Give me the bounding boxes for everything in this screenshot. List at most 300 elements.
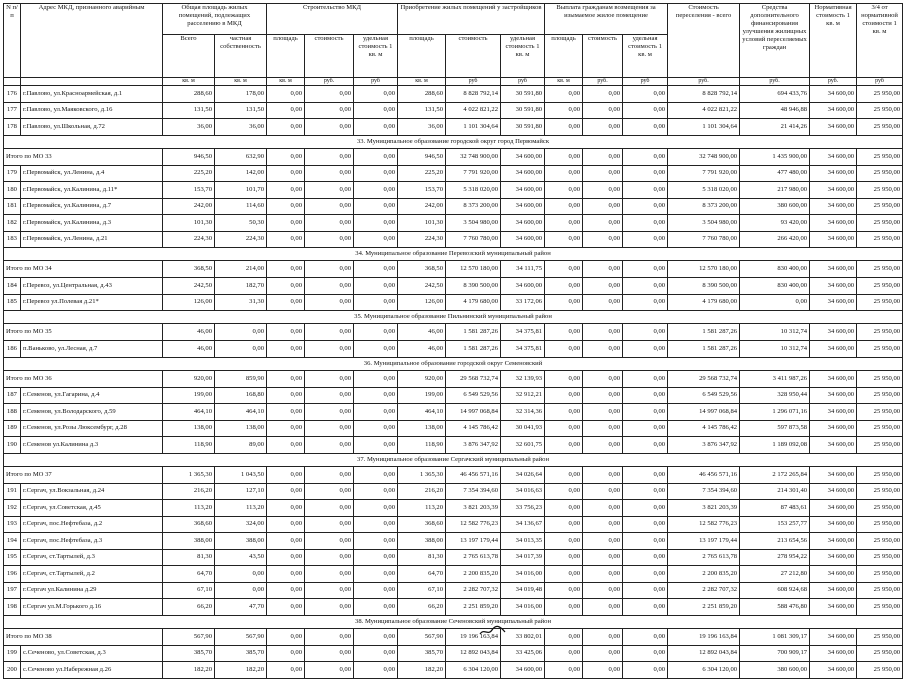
cell-value: 0,00 <box>583 86 623 103</box>
cell-value: 1 296 071,16 <box>740 404 810 421</box>
row-address: г.Сергач, ул.Вокзальная, д.24 <box>21 483 163 500</box>
cell-value: 567,90 <box>163 628 215 645</box>
cell-value: 0,00 <box>623 466 668 483</box>
cell-value: 0,00 <box>354 86 398 103</box>
cell-value: 25 950,00 <box>857 662 903 679</box>
col-construction: Строительство МКД <box>267 4 398 35</box>
cell-value: 34 600,00 <box>501 662 545 679</box>
section-row <box>4 135 903 148</box>
cell-value: 25 950,00 <box>857 341 903 358</box>
cell-value: 324,00 <box>215 516 267 533</box>
cell-value: 34 600,00 <box>810 324 857 341</box>
cell-value: 0,00 <box>305 582 354 599</box>
cell-value: 0,00 <box>583 628 623 645</box>
cell-value: 2 251 859,20 <box>446 599 501 616</box>
cell-value: 7 791 920,00 <box>446 165 501 182</box>
cell-value: 266 420,00 <box>740 231 810 248</box>
cell-value: 0,00 <box>545 86 583 103</box>
total-row <box>4 370 903 387</box>
cell-value: 0,00 <box>623 599 668 616</box>
cell-value: 6 549 529,56 <box>446 387 501 404</box>
cell-value: 0,00 <box>623 483 668 500</box>
cell-value: 34 600,00 <box>810 102 857 119</box>
total-row <box>4 261 903 278</box>
cell-value: 0,00 <box>623 215 668 232</box>
cell-value: 0,00 <box>267 86 305 103</box>
table-row <box>4 420 903 437</box>
cell-value: 385,70 <box>215 645 267 662</box>
cell-value: 0,00 <box>267 549 305 566</box>
col-payment: Выплата гражданам возмещения за изымаемое жилое помещение <box>545 4 668 35</box>
document-page <box>3 3 902 679</box>
cell-value: 0,00 <box>354 341 398 358</box>
cell-value: 225,20 <box>163 165 215 182</box>
row-number: 193 <box>4 516 21 533</box>
cell-value: 127,10 <box>215 483 267 500</box>
cell-value: 0,00 <box>354 483 398 500</box>
cell-value: 588 476,80 <box>740 599 810 616</box>
cell-value: 0,00 <box>583 294 623 311</box>
cell-value: 0,00 <box>305 324 354 341</box>
cell-value: 0,00 <box>267 500 305 517</box>
cell-value: 34 017,39 <box>501 549 545 566</box>
cell-value: 67,10 <box>398 582 446 599</box>
cell-value: 388,00 <box>215 533 267 550</box>
cell-value: 0,00 <box>583 370 623 387</box>
cell-value: 34 600,00 <box>810 182 857 199</box>
cell-value: 567,90 <box>215 628 267 645</box>
cell-value: 0,00 <box>305 549 354 566</box>
table-row <box>4 566 903 583</box>
table-row <box>4 549 903 566</box>
cell-value: 4 145 786,42 <box>446 420 501 437</box>
cell-value: 0,00 <box>267 231 305 248</box>
cell-value: 29 568 732,74 <box>446 370 501 387</box>
unit-label: кв. м <box>545 78 583 86</box>
cell-value: 34 600,00 <box>810 420 857 437</box>
row-address: г.Сергач ул.М.Горького д.16 <box>21 599 163 616</box>
cell-value: 32 601,75 <box>501 437 545 454</box>
cell-value: 34 600,00 <box>810 599 857 616</box>
cell-value: 25 950,00 <box>857 599 903 616</box>
unit-empty <box>21 78 163 86</box>
cell-value: 0,00 <box>583 549 623 566</box>
cell-value: 10 312,74 <box>740 324 810 341</box>
row-address: г.Павлово, ул.Красноармейская, д.1 <box>21 86 163 103</box>
cell-value: 3 821 203,39 <box>446 500 501 517</box>
cell-value: 31,30 <box>215 294 267 311</box>
row-number: 185 <box>4 294 21 311</box>
cell-value: 34 600,00 <box>810 483 857 500</box>
cell-value: 0,00 <box>623 165 668 182</box>
cell-value: 0,00 <box>545 182 583 199</box>
cell-value: 0,00 <box>267 148 305 165</box>
cell-value: 46,00 <box>163 324 215 341</box>
cell-value: 46,00 <box>398 341 446 358</box>
cell-value: 34 600,00 <box>501 148 545 165</box>
row-address: г.Первомайск, ул.Калинина, д.7 <box>21 198 163 215</box>
cell-value: 368,60 <box>398 516 446 533</box>
cell-value: 0,00 <box>354 645 398 662</box>
cell-value: 0,00 <box>583 566 623 583</box>
cell-value: 4 145 786,42 <box>668 420 740 437</box>
cell-value: 700 909,17 <box>740 645 810 662</box>
cell-value: 0,00 <box>267 324 305 341</box>
cell-value: 0,00 <box>354 500 398 517</box>
cell-value: 0,00 <box>267 420 305 437</box>
unit-label: руб. <box>668 78 740 86</box>
cell-value: 0,00 <box>267 165 305 182</box>
cell-value: 464,10 <box>398 404 446 421</box>
cell-value: 34 600,00 <box>501 215 545 232</box>
cell-value: 0,00 <box>267 466 305 483</box>
cell-value: 25 950,00 <box>857 566 903 583</box>
cell-value: 8 390 500,00 <box>668 278 740 295</box>
cell-value: 7 354 394,60 <box>446 483 501 500</box>
cell-value: 0,00 <box>354 231 398 248</box>
cell-value: 464,10 <box>163 404 215 421</box>
cell-value: 242,00 <box>163 198 215 215</box>
cell-value: 7 760 780,00 <box>446 231 501 248</box>
cell-value: 8 373 200,00 <box>446 198 501 215</box>
cell-value: 34 600,00 <box>501 278 545 295</box>
cell-value: 0,00 <box>623 516 668 533</box>
cell-value: 0,00 <box>545 119 583 136</box>
cell-value: 0,00 <box>545 215 583 232</box>
cell-value: 0,00 <box>583 102 623 119</box>
cell-value: 213 654,56 <box>740 533 810 550</box>
unit-label: руб. <box>810 78 857 86</box>
cell-value: 0,00 <box>545 566 583 583</box>
cell-value: 0,00 <box>354 662 398 679</box>
unit-label: руб <box>857 78 903 86</box>
cell-value: 101,70 <box>215 182 267 199</box>
cell-value: 8 828 792,14 <box>668 86 740 103</box>
cell-value: 8 828 792,14 <box>446 86 501 103</box>
cell-value: 34 600,00 <box>810 119 857 136</box>
total-label: Итого по МО 36 <box>4 370 163 387</box>
cell-value: 19 196 163,84 <box>668 628 740 645</box>
table-row <box>4 231 903 248</box>
cell-value: 0,00 <box>545 500 583 517</box>
col-w-unit: удельная стоимость 1 кв. м <box>623 35 668 78</box>
row-address: г.Сергач, ст.Тартылей, д.2 <box>21 566 163 583</box>
cell-value: 278 954,22 <box>740 549 810 566</box>
cell-value: 0,00 <box>545 599 583 616</box>
cell-value: 153 257,77 <box>740 516 810 533</box>
cell-value: 34 600,00 <box>810 566 857 583</box>
cell-value: 3 821 203,39 <box>668 500 740 517</box>
cell-value: 288,60 <box>398 86 446 103</box>
row-number: 192 <box>4 500 21 517</box>
cell-value: 0,00 <box>583 404 623 421</box>
cell-value: 0,00 <box>583 278 623 295</box>
cell-value: 0,00 <box>267 599 305 616</box>
cell-value: 131,50 <box>215 102 267 119</box>
cell-value: 13 197 179,44 <box>668 533 740 550</box>
cell-value: 0,00 <box>740 294 810 311</box>
cell-value: 33 756,23 <box>501 500 545 517</box>
cell-value: 2 282 707,32 <box>446 582 501 599</box>
table-row <box>4 662 903 679</box>
cell-value: 19 196 163,84 <box>446 628 501 645</box>
cell-value: 25 950,00 <box>857 231 903 248</box>
row-address: г.Семенов, ул.Гагарина, д.4 <box>21 387 163 404</box>
cell-value: 46 456 571,16 <box>446 466 501 483</box>
cell-value: 1 365,30 <box>398 466 446 483</box>
cell-value: 0,00 <box>215 566 267 583</box>
cell-value: 0,00 <box>354 294 398 311</box>
cell-value: 0,00 <box>583 533 623 550</box>
row-number: 196 <box>4 566 21 583</box>
row-number: 180 <box>4 182 21 199</box>
cell-value: 0,00 <box>623 261 668 278</box>
cell-value: 12 570 180,00 <box>668 261 740 278</box>
cell-value: 224,30 <box>215 231 267 248</box>
cell-value: 25 950,00 <box>857 483 903 500</box>
cell-value: 0,00 <box>267 533 305 550</box>
cell-value: 34 013,35 <box>501 533 545 550</box>
total-row <box>4 324 903 341</box>
row-number: 198 <box>4 599 21 616</box>
cell-value: 34 600,00 <box>810 165 857 182</box>
cell-value: 0,00 <box>305 261 354 278</box>
table-row <box>4 516 903 533</box>
cell-value: 0,00 <box>545 198 583 215</box>
cell-value: 25 950,00 <box>857 86 903 103</box>
cell-value: 25 950,00 <box>857 466 903 483</box>
cell-value: 0,00 <box>305 341 354 358</box>
total-row <box>4 628 903 645</box>
cell-value: 0,00 <box>354 533 398 550</box>
cell-value: 66,20 <box>163 599 215 616</box>
col-num: N п/п <box>4 4 21 78</box>
cell-value: 101,30 <box>163 215 215 232</box>
cell-value: 13 197 179,44 <box>446 533 501 550</box>
cell-value: 34 600,00 <box>810 662 857 679</box>
row-address: с.Сеченово, ул.Советская, д.3 <box>21 645 163 662</box>
table-row <box>4 165 903 182</box>
row-number: 182 <box>4 215 21 232</box>
cell-value: 0,00 <box>354 165 398 182</box>
cell-value: 33 802,01 <box>501 628 545 645</box>
cell-value: 0,00 <box>354 387 398 404</box>
total-label: Итого по МО 34 <box>4 261 163 278</box>
cell-value: 0,00 <box>583 483 623 500</box>
cell-value: 0,00 <box>305 404 354 421</box>
cell-value: 3 876 347,92 <box>446 437 501 454</box>
cell-value: 0,00 <box>623 370 668 387</box>
cell-value: 138,00 <box>398 420 446 437</box>
row-number: 186 <box>4 341 21 358</box>
cell-value: 182,20 <box>398 662 446 679</box>
unit-label: кв. м <box>163 78 215 86</box>
unit-label: кв. м <box>267 78 305 86</box>
cell-value: 0,00 <box>305 182 354 199</box>
col-total-private: частная собственность <box>215 35 267 78</box>
cell-value: 380 600,00 <box>740 662 810 679</box>
cell-value: 25 950,00 <box>857 387 903 404</box>
cell-value: 25 950,00 <box>857 645 903 662</box>
cell-value: 25 950,00 <box>857 404 903 421</box>
cell-value: 64,70 <box>398 566 446 583</box>
cell-value: 2 251 859,20 <box>668 599 740 616</box>
cell-value: 153,70 <box>398 182 446 199</box>
row-address: г.Семенов ул.Калинина д.3 <box>21 437 163 454</box>
cell-value: 0,00 <box>623 500 668 517</box>
table-row <box>4 341 903 358</box>
col-resettle-cost: Стоимость переселения - всего <box>668 4 740 78</box>
cell-value: 0,00 <box>305 516 354 533</box>
cell-value: 7 354 394,60 <box>668 483 740 500</box>
cell-value: 182,70 <box>215 278 267 295</box>
cell-value: 43,50 <box>215 549 267 566</box>
table-row <box>4 102 903 119</box>
cell-value: 0,00 <box>267 341 305 358</box>
cell-value: 12 582 776,23 <box>446 516 501 533</box>
cell-value: 34 016,00 <box>501 599 545 616</box>
cell-value: 0,00 <box>623 341 668 358</box>
cell-value: 34 600,00 <box>810 628 857 645</box>
cell-value: 34 600,00 <box>810 645 857 662</box>
cell-value: 0,00 <box>545 662 583 679</box>
table-row <box>4 294 903 311</box>
cell-value: 1 581 287,26 <box>446 341 501 358</box>
cell-value: 0,00 <box>623 148 668 165</box>
cell-value: 7 760 780,00 <box>668 231 740 248</box>
table-row <box>4 437 903 454</box>
cell-value: 114,60 <box>215 198 267 215</box>
cell-value: 0,00 <box>545 294 583 311</box>
cell-value: 946,50 <box>398 148 446 165</box>
cell-value: 138,00 <box>163 420 215 437</box>
cell-value: 3 504 980,00 <box>668 215 740 232</box>
cell-value: 25 950,00 <box>857 215 903 232</box>
cell-value: 47,70 <box>215 599 267 616</box>
cell-value: 142,00 <box>215 165 267 182</box>
units-row <box>4 78 903 86</box>
cell-value: 25 950,00 <box>857 182 903 199</box>
cell-value: 29 568 732,74 <box>668 370 740 387</box>
cell-value: 0,00 <box>623 533 668 550</box>
row-number: 195 <box>4 549 21 566</box>
table-header <box>4 4 903 86</box>
cell-value: 0,00 <box>623 582 668 599</box>
cell-value: 34 600,00 <box>810 231 857 248</box>
cell-value: 0,00 <box>305 420 354 437</box>
cell-value: 368,60 <box>163 516 215 533</box>
cell-value: 0,00 <box>583 500 623 517</box>
cell-value: 0,00 <box>623 294 668 311</box>
row-number: 178 <box>4 119 21 136</box>
cell-value: 131,50 <box>163 102 215 119</box>
cell-value: 0,00 <box>583 516 623 533</box>
cell-value: 48 946,88 <box>740 102 810 119</box>
cell-value: 0,00 <box>583 324 623 341</box>
row-number: 179 <box>4 165 21 182</box>
cell-value: 632,90 <box>215 148 267 165</box>
row-address: г.Перевоз, ул.Центральная, д.43 <box>21 278 163 295</box>
table-row <box>4 582 903 599</box>
cell-value: 25 950,00 <box>857 500 903 517</box>
cell-value: 0,00 <box>305 466 354 483</box>
cell-value: 0,00 <box>545 387 583 404</box>
cell-value: 0,00 <box>583 466 623 483</box>
table-row <box>4 198 903 215</box>
cell-value: 0,00 <box>545 370 583 387</box>
cell-value: 0,00 <box>354 466 398 483</box>
cell-value: 0,00 <box>623 231 668 248</box>
cell-value: 30 591,80 <box>501 119 545 136</box>
col-address: Адрес МКД, признанного аварийным <box>21 4 163 78</box>
cell-value: 93 420,00 <box>740 215 810 232</box>
cell-value: 21 414,26 <box>740 119 810 136</box>
row-address: г.Первомайск, ул.Ленина, д.4 <box>21 165 163 182</box>
row-address: г.Первомайск, ул.Ленина, д.21 <box>21 231 163 248</box>
row-address: г.Сергач, пос.Нефтебаза, д.2 <box>21 516 163 533</box>
cell-value: 118,90 <box>163 437 215 454</box>
cell-value: 2 172 265,84 <box>740 466 810 483</box>
cell-value: 0,00 <box>623 404 668 421</box>
cell-value: 0,00 <box>215 324 267 341</box>
cell-value: 0,00 <box>305 370 354 387</box>
cell-value: 1 581 287,26 <box>446 324 501 341</box>
cell-value: 0,00 <box>623 437 668 454</box>
table-row <box>4 404 903 421</box>
col-w-area: площадь <box>545 35 583 78</box>
cell-value: 0,00 <box>545 341 583 358</box>
table-row <box>4 215 903 232</box>
cell-value: 0,00 <box>267 628 305 645</box>
cell-value: 0,00 <box>267 662 305 679</box>
cell-value: 118,90 <box>398 437 446 454</box>
cell-value: 0,00 <box>623 549 668 566</box>
cell-value: 12 570 180,00 <box>446 261 501 278</box>
cell-value: 14 997 068,84 <box>446 404 501 421</box>
row-number: 181 <box>4 198 21 215</box>
cell-value: 0,00 <box>354 102 398 119</box>
row-address: г.Павлово, ул.Школьная, д.72 <box>21 119 163 136</box>
cell-value: 216,20 <box>163 483 215 500</box>
cell-value: 388,00 <box>398 533 446 550</box>
cell-value: 113,20 <box>398 500 446 517</box>
cell-value: 32 748 900,00 <box>446 148 501 165</box>
cell-value: 830 400,00 <box>740 261 810 278</box>
cell-value: 64,70 <box>163 566 215 583</box>
cell-value: 168,80 <box>215 387 267 404</box>
total-label: Итого по МО 33 <box>4 148 163 165</box>
cell-value: 32 139,93 <box>501 370 545 387</box>
cell-value: 0,00 <box>305 165 354 182</box>
row-number: 184 <box>4 278 21 295</box>
cell-value: 0,00 <box>305 294 354 311</box>
row-number: 183 <box>4 231 21 248</box>
cell-value: 34 600,00 <box>501 231 545 248</box>
cell-value: 1 043,50 <box>215 466 267 483</box>
unit-label: руб <box>354 78 398 86</box>
table-row <box>4 645 903 662</box>
cell-value: 242,50 <box>163 278 215 295</box>
cell-value: 4 179 680,00 <box>668 294 740 311</box>
cell-value: 25 950,00 <box>857 278 903 295</box>
total-label: Итого по МО 38 <box>4 628 163 645</box>
cell-value: 0,00 <box>305 599 354 616</box>
cell-value: 66,20 <box>398 599 446 616</box>
cell-value: 0,00 <box>354 599 398 616</box>
cell-value: 597 873,58 <box>740 420 810 437</box>
cell-value: 0,00 <box>305 566 354 583</box>
cell-value: 0,00 <box>267 404 305 421</box>
